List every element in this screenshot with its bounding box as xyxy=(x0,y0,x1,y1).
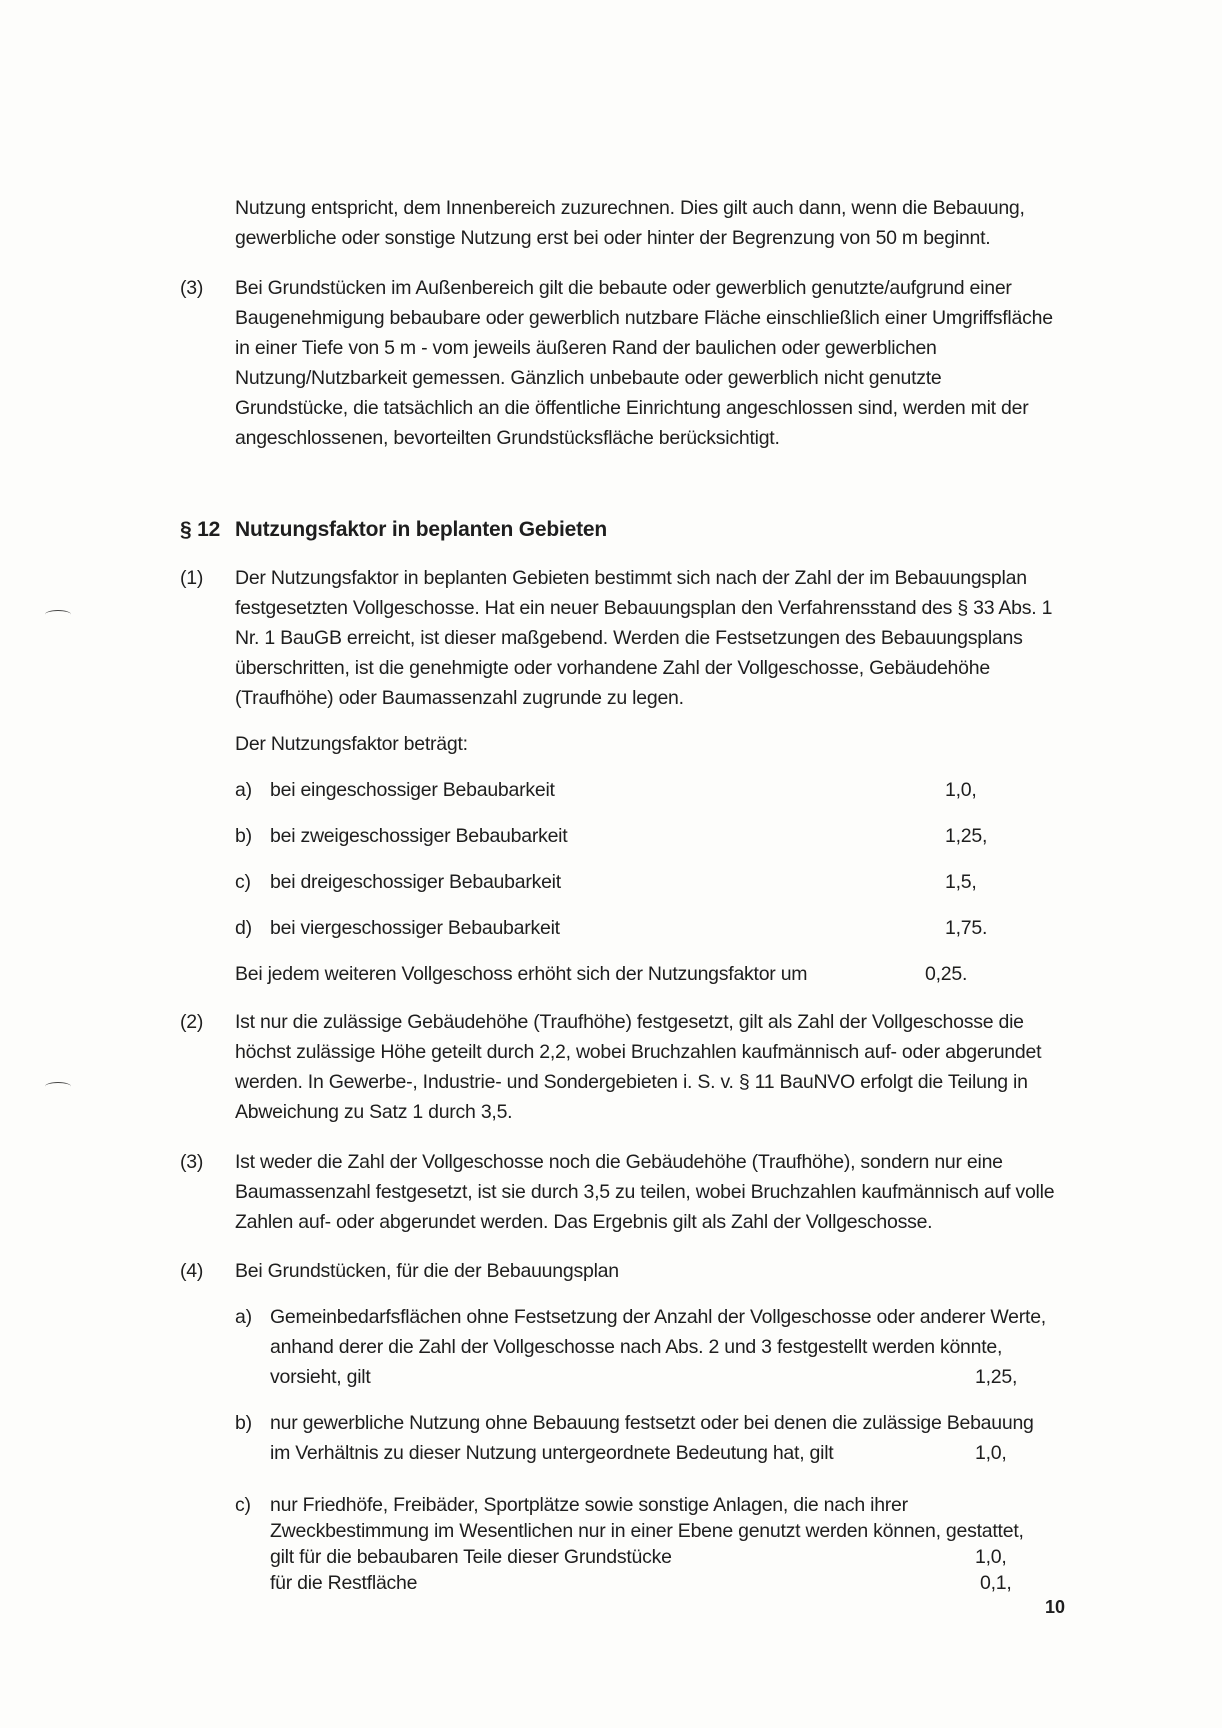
section-number: § 12 xyxy=(180,518,221,541)
factor-list xyxy=(235,775,1065,943)
item-value: 1,0, xyxy=(975,1546,1007,1568)
paragraph-3 xyxy=(180,1147,1065,1237)
list-item xyxy=(235,867,1065,897)
item-label: bei viergeschossiger Bebaubarkeit xyxy=(270,917,560,939)
paragraph-number: (2) xyxy=(180,1011,204,1033)
text-line: überschritten, ist die genehmigte oder vorhandene Zahl der Vollgeschosse, Gebäudehöhe xyxy=(235,657,990,679)
item-letter: a) xyxy=(235,1306,252,1328)
sub-item-c xyxy=(235,1490,1065,1594)
list-item xyxy=(235,913,1065,943)
text-line: Grundstücke, die tatsächlich an die öffentliche Einrichtung angeschlossen sind, werden mit der xyxy=(235,397,1029,419)
additional-storey-rule xyxy=(235,959,1065,989)
item-label: bei eingeschossiger Bebaubarkeit xyxy=(270,779,555,801)
text-line: in einer Tiefe von 5 m - vom jeweils äußeren Rand der baulichen oder gewerblichen xyxy=(235,337,937,359)
item-value: 1,0, xyxy=(975,1442,1007,1464)
text-line: angeschlossenen, bevorteilten Grundstücksfläche berücksichtigt. xyxy=(235,427,780,449)
text-line: vorsieht, gilt 1,25, xyxy=(270,1362,1065,1392)
text-line: nur gewerbliche Nutzung ohne Bebauung festsetzt oder bei denen die zulässige Bebauung xyxy=(270,1412,1034,1434)
continuation-paragraph xyxy=(235,193,1065,253)
rule-label: Bei jedem weiteren Vollgeschoss erhöht sich der Nutzungsfaktor um xyxy=(235,963,808,985)
text-line: Gemeinbedarfsflächen ohne Festsetzung der Anzahl der Vollgeschosse oder anderer Werte, xyxy=(270,1306,1046,1328)
text-line: Bei Grundstücken, für die der Bebauungsplan xyxy=(235,1260,619,1282)
paragraph-2 xyxy=(180,1007,1065,1127)
item-value: 1,75. xyxy=(945,917,988,939)
text-line: Zweckbestimmung im Wesentlichen nur in einer Ebene genutzt werden können, gestattet, xyxy=(270,1520,1024,1542)
text-line: Baumassenzahl festgesetzt, ist sie durch 3,5 zu teilen, wobei Bruchzahlen kaufmännisch auf volle xyxy=(235,1181,1055,1203)
page-number: 10 xyxy=(1045,1597,1066,1617)
text-line: Nr. 1 BauGB erreicht, ist dieser maßgebend. Werden die Festsetzungen des Bebauungsplans xyxy=(235,627,1023,649)
text-line: Der Nutzungsfaktor in beplanten Gebieten bestimmt sich nach der Zahl der im Bebauungsplan xyxy=(235,567,1027,589)
list-item xyxy=(235,821,1065,851)
paragraph-1 xyxy=(180,563,1065,759)
item-value: 1,25, xyxy=(975,1366,1018,1388)
text-line: festgesetzten Vollgeschosse. Hat ein neuer Bebauungsplan den Verfahrensstand des § 33 Abs. 1 xyxy=(235,597,1053,619)
list-intro: Der Nutzungsfaktor beträgt: xyxy=(235,733,468,755)
text-line: werden. In Gewerbe-, Industrie- und Sondergebieten i. S. v. § 11 BauNVO erfolgt die Teilung in xyxy=(235,1071,1028,1093)
paragraph-3-outdoor-area xyxy=(180,273,1065,453)
hole-punch-mark xyxy=(45,610,71,619)
text-line: gewerbliche oder sonstige Nutzung erst bei oder hinter der Begrenzung von 50 m beginnt. xyxy=(235,227,991,249)
paragraph-number: (1) xyxy=(180,567,204,589)
item-letter: a) xyxy=(235,779,252,801)
text-line: nur Friedhöfe, Freibäder, Sportplätze sowie sonstige Anlagen, die nach ihrer xyxy=(270,1494,908,1516)
text-line: Baugenehmigung bebaubare oder gewerblich nutzbare Fläche einschließlich einer Umgriffsfläche xyxy=(235,307,1053,329)
rule-value: 0,25. xyxy=(925,963,968,985)
text-line: Nutzung/Nutzbarkeit gemessen. Gänzlich unbebaute oder gewerblich nicht genutzte xyxy=(235,367,942,389)
item-value: 1,25, xyxy=(945,825,988,847)
item-letter: b) xyxy=(235,825,252,847)
text-line: für die Restfläche 0,1, xyxy=(270,1568,1065,1594)
item-value: 0,1, xyxy=(980,1572,1012,1594)
item-letter: c) xyxy=(235,871,251,893)
section-title: Nutzungsfaktor in beplanten Gebieten xyxy=(235,518,607,541)
text-line: Nutzung entspricht, dem Innenbereich zuzurechnen. Dies gilt auch dann, wenn die Bebauung, xyxy=(235,197,1025,219)
text-line: gilt für die bebaubaren Teile dieser Grundstücke 1,0, xyxy=(270,1542,1065,1568)
text-line: Bei Grundstücken im Außenbereich gilt die bebaute oder gewerblich genutzte/aufgrund einer xyxy=(235,277,1012,299)
text-line: Ist nur die zulässige Gebäudehöhe (Traufhöhe) festgesetzt, gilt als Zahl der Vollgeschosse die xyxy=(235,1011,1024,1033)
text-line: anhand derer die Zahl der Vollgeschosse nach Abs. 2 und 3 festgestellt werden könnte, xyxy=(270,1336,1003,1358)
item-label: bei dreigeschossiger Bebaubarkeit xyxy=(270,871,561,893)
hole-punch-mark xyxy=(45,1082,71,1091)
paragraph-number: (3) xyxy=(180,1151,204,1173)
paragraph-4 xyxy=(180,1256,1065,1286)
text-line: im Verhältnis zu dieser Nutzung untergeordnete Bedeutung hat, gilt 1,0, xyxy=(270,1438,1065,1468)
paragraph-number: (4) xyxy=(180,1260,204,1282)
section-heading xyxy=(180,515,607,545)
item-value: 1,0, xyxy=(945,779,977,801)
text-line: (Traufhöhe) oder Baumassenzahl zugrunde zu legen. xyxy=(235,687,684,709)
list-item xyxy=(235,775,1065,805)
item-letter: b) xyxy=(235,1412,252,1434)
text-line: Ist weder die Zahl der Vollgeschosse noch die Gebäudehöhe (Traufhöhe), sondern nur eine xyxy=(235,1151,1003,1173)
text-line: Abweichung zu Satz 1 durch 3,5. xyxy=(235,1101,513,1123)
sub-item-a xyxy=(235,1302,1065,1392)
item-label: bei zweigeschossiger Bebaubarkeit xyxy=(270,825,568,847)
text-line: höchst zulässige Höhe geteilt durch 2,2, wobei Bruchzahlen kaufmännisch auf- oder abgerundet xyxy=(235,1041,1042,1063)
paragraph-number: (3) xyxy=(180,277,204,299)
item-value: 1,5, xyxy=(945,871,977,893)
text-line: Zahlen auf- oder abgerundet werden. Das Ergebnis gilt als Zahl der Vollgeschosse. xyxy=(235,1211,933,1233)
sub-item-b xyxy=(235,1408,1065,1468)
item-letter: d) xyxy=(235,917,252,939)
item-letter: c) xyxy=(235,1494,251,1516)
